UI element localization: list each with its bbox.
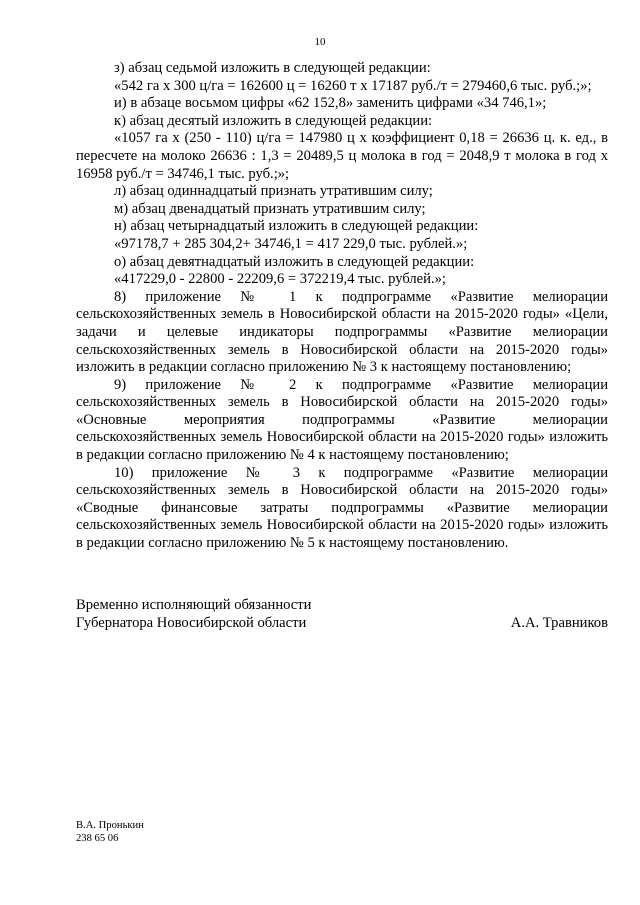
- paragraph: м) абзац двенадцатый признать утратившим силу;: [114, 200, 426, 217]
- paragraph: «542 га х 300 ц/га = 162600 ц = 16260 т х 17187 руб./т = 279460,6 тыс. руб.;»;: [114, 77, 592, 94]
- executor-name: В.А. Пронькин: [76, 820, 144, 831]
- paragraph: и) в абзаце восьмом цифры «62 152,8» заменить цифрами «34 746,1»;: [114, 95, 547, 112]
- paragraph: 10) приложение № 3 к подпрограмме «Развитие мелиорации сельскохозяйственных земель в Новосибирской области на 2015-2020 годы» «Сводные финансовые затраты подпрограммы «Развитие мелиорации сельскохозяйственных земель Новосибирской области на 2015-2020 годы» изложить в редакции согласно приложению № 5 к настоящему постановлению.: [76, 464, 608, 552]
- paragraph: н) абзац четырнадцатый изложить в следующей редакции:: [114, 218, 479, 235]
- paragraph: «1057 га х (250 - 110) ц/га = 147980 ц х коэффициент 0,18 = 26636 ц. к. ед., в пересчете на молоко 26636 : 1,3 = 20489,5 ц молока в год = 2048,9 т молока в год х 16958 руб./т = 34746,1 тыс. руб.;»;: [76, 130, 608, 182]
- signatory-title-line-1: Временно исполняющий обязанности: [76, 597, 312, 613]
- signature-row: [76, 615, 608, 633]
- signature-block: [76, 597, 608, 632]
- executor-phone: 238 65 06: [76, 833, 119, 844]
- executor-block: [76, 819, 144, 845]
- signatory-title-line-2: Губернатора Новосибирской области: [76, 614, 307, 631]
- paragraph: к) абзац десятый изложить в следующей редакции:: [114, 112, 433, 129]
- paragraph: з) абзац седьмой изложить в следующей редакции:: [114, 60, 431, 76]
- paragraph: о) абзац девятнадцатый изложить в следующей редакции:: [114, 253, 475, 270]
- paragraph: «97178,7 + 285 304,2+ 34746,1 = 417 229,0 тыс. рублей.»;: [114, 235, 468, 252]
- paragraph: «417229,0 - 22800 - 22209,6 = 372219,4 тыс. рублей.»;: [114, 271, 446, 288]
- paragraph: 8) приложение № 1 к подпрограмме «Развитие мелиорации сельскохозяйственных земель в Новосибирской области на 2015-2020 годы» «Цели, задачи и целевые индикаторы подпрограммы «Развитие мелиорации сельскохозяйственных земель в Новосибирской области на 2015-2020 годы» изложить в редакции согласно приложению № 3 к настоящему постановлению;: [76, 288, 608, 376]
- page-number: 10: [314, 36, 326, 48]
- paragraph: л) абзац одиннадцатый признать утратившим силу;: [114, 183, 433, 200]
- body-text: [76, 60, 608, 553]
- paragraph: 9) приложение № 2 к подпрограмме «Развитие мелиорации сельскохозяйственных земель в Новосибирской области на 2015-2020 годы» «Основные мероприятия подпрограммы «Развитие мелиорации сельскохозяйственных земель Новосибирской области на 2015-2020 годы» изложить в редакции согласно приложению № 4 к настоящему постановлению;: [76, 376, 608, 464]
- signatory-name: А.А. Травников: [510, 614, 608, 631]
